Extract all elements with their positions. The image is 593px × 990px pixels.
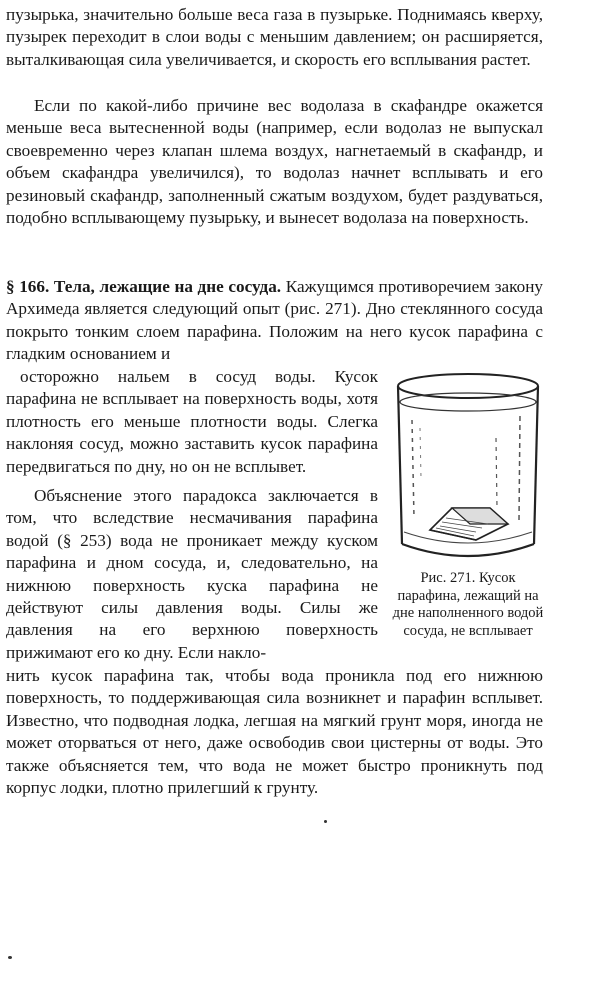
glass-reflection-right-2 [519, 416, 520, 520]
glass-reflection-right [496, 438, 497, 508]
glass-reflection-left-2 [420, 428, 421, 478]
paragraph-diver: Если по какой-либо причине вес водолаза в скафандре окажется меньше веса вытесненной воды (например, если водолаз не выпускал своевременно через клапан шлема воздух, нагнетаемый в скафандр, и объем скафандра увеличился), то водолаз начнет всплывать и его резиновый скафандр, заполненный сжатым воздухом, будет раздуваться, подобно всплывающему пузырьку, и вынесет водолаза на поверхность. [6, 96, 543, 228]
vessel-right-wall [534, 386, 538, 544]
vessel-rim [398, 374, 538, 398]
figure-caption: Рис. 271. Кусок парафина, лежащий на дне наполненного водой сосуда, не всплывает [392, 570, 544, 639]
vessel-bottom [402, 544, 534, 556]
figure-vessel-with-paraffin [392, 368, 544, 568]
paraffin-piece [430, 508, 508, 540]
scan-speck [324, 820, 327, 823]
glass-reflection-left [412, 420, 414, 518]
paragraph-submarine: нить кусок парафина так, чтобы вода проникла под его нижнюю поверхность, то поддерживающая сила возникнет и парафин всплывет. Известно, что подводная лодка, легшая на мягкий грунт моря, иногда не может оторваться от него, даже освободив свои цистерны от воды. Это также объясняется тем, что вода не может быстро проникнуть под корпус лодки, плотно прилегший к грунту. [6, 666, 543, 798]
vessel-left-wall [398, 386, 402, 544]
paragraph-section-166-intro [6, 276, 543, 366]
paragraph-bubble: пузырька, значительно больше веса газа в пузырьке. Поднимаясь кверху, пузырек переходит в слои воды с меньшим давлением; он расширяется, выталкивающая сила увеличивается, и скорость его всплывания растет. [6, 5, 543, 69]
section-heading: § 166. Тела, лежащие на дне сосуда. [6, 277, 282, 296]
paragraph-explanation: Объяснение этого парадокса заключается в том, что вследствие несмачивания парафина водой (§ 253) вода не проникает между куском парафина и дном сосуда, и, следовательно, на нижнюю поверхность куска парафина не действуют силы давления воды. Силы же давления на его верхнюю поверхность прижимают его ко дну. Если накло- [6, 486, 378, 662]
water-surface [400, 393, 536, 411]
paragraph-paraffin-experiment: осторожно нальем в сосуд воды. Кусок парафина не всплывает на поверхность воды, хотя плотность его меньше плотности воды. Слегка наклоняя сосуд, можно заставить кусок парафина передвигаться по дну, но он не всплывет. [6, 367, 378, 476]
section-intro-text: Кажущимся противоречием закону Архимеда является следующий опыт (рис. 271). Дно стеклянного сосуда покрыто тонким слоем парафина. Положим на него кусок парафина с гладким основанием и [6, 277, 543, 364]
scan-speck [8, 956, 12, 959]
